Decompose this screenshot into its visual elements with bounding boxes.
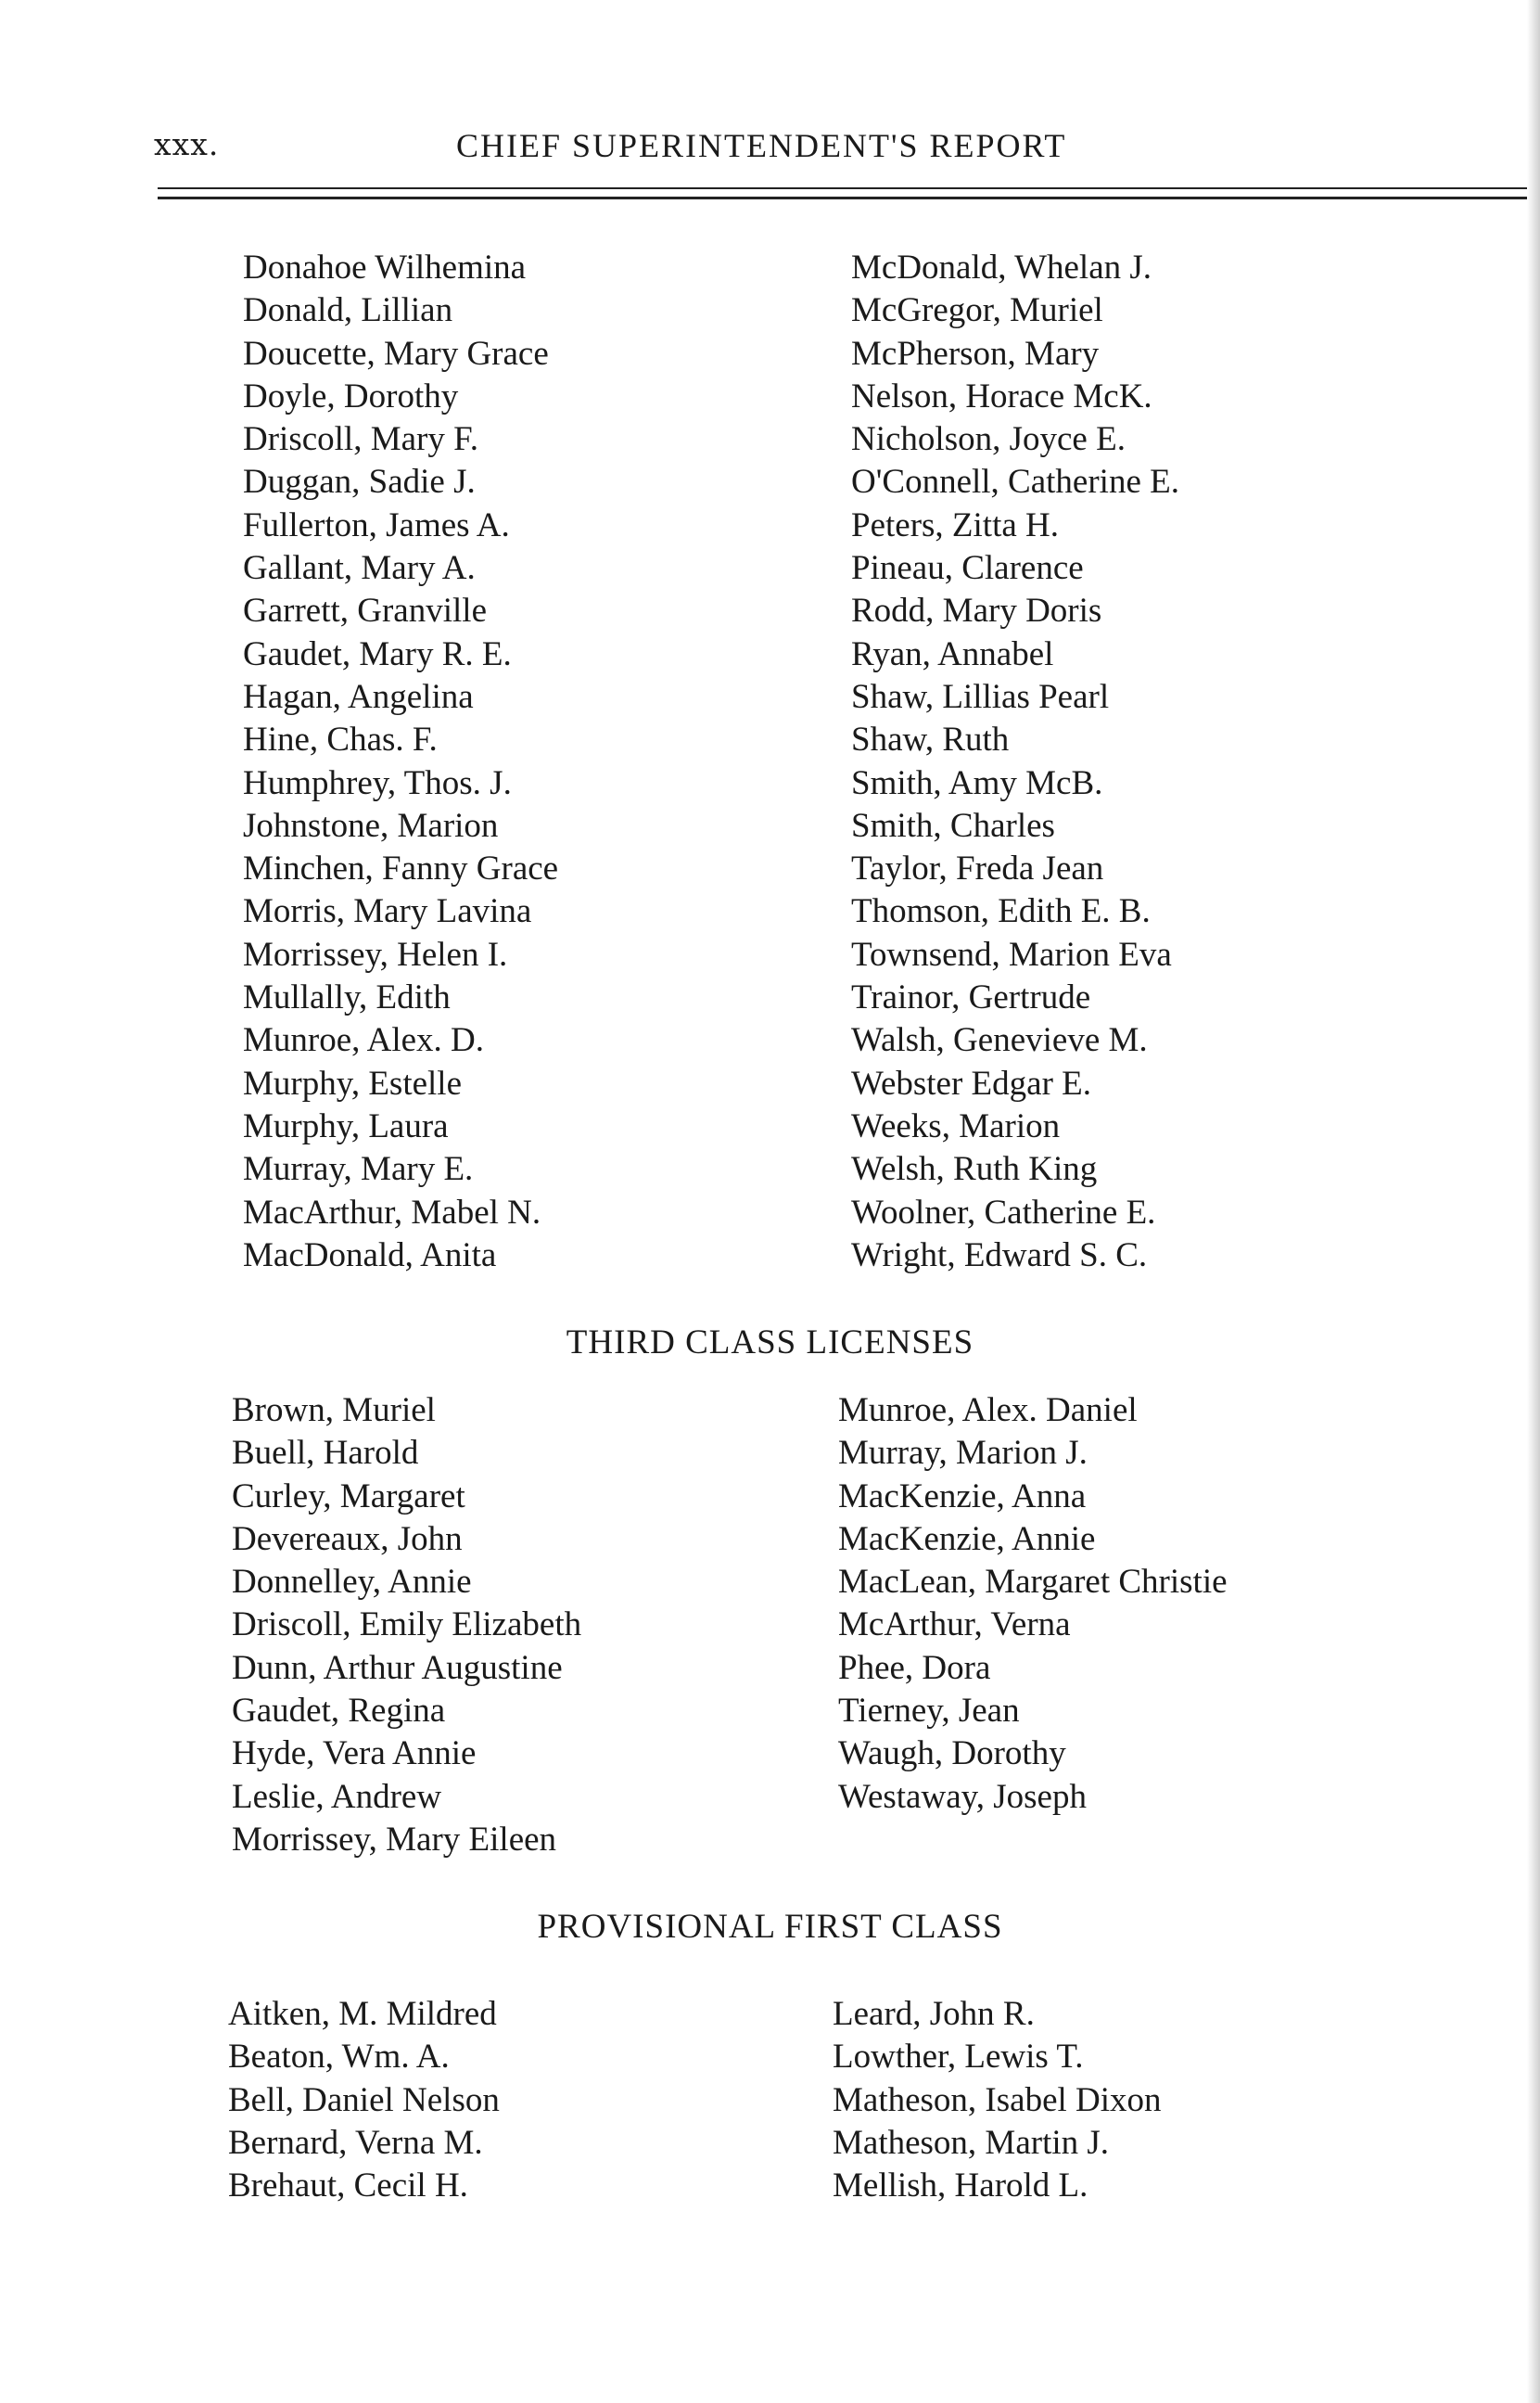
list-item: Ryan, Annabel — [851, 634, 1054, 673]
list-item: Townsend, Marion Eva — [851, 935, 1172, 974]
list-item: Doucette, Mary Grace — [243, 334, 549, 373]
list-item: Murray, Mary E. — [243, 1150, 474, 1189]
list-item: Gaudet, Mary R. E. — [243, 634, 512, 673]
page-number: xxx. — [154, 126, 220, 162]
list-item: Phee, Dora — [838, 1648, 991, 1687]
list-item: Pineau, Clarence — [851, 549, 1084, 588]
section-heading-third-class: THIRD CLASS LICENSES — [566, 1323, 974, 1361]
list-item: Tierney, Jean — [838, 1692, 1020, 1731]
name-list-left — [232, 1389, 581, 1861]
list-item: Hyde, Vera Annie — [232, 1734, 477, 1773]
list-item: Matheson, Martin J. — [833, 2123, 1110, 2162]
list-item: Dunn, Arthur Augustine — [232, 1648, 563, 1687]
list-item: Waugh, Dorothy — [838, 1734, 1066, 1773]
list-item: Humphrey, Thos. J. — [243, 763, 512, 802]
list-item: Wright, Edward S. C. — [851, 1235, 1148, 1274]
list-item: Duggan, Sadie J. — [243, 463, 476, 502]
list-item: O'Connell, Catherine E. — [851, 463, 1179, 502]
list-item: Weeks, Marion — [851, 1106, 1061, 1145]
list-item: Driscoll, Emily Elizabeth — [232, 1605, 582, 1644]
list-item: Bell, Daniel Nelson — [228, 2080, 500, 2119]
list-item: Munroe, Alex. D. — [243, 1021, 484, 1060]
name-list-right — [851, 247, 1179, 1277]
list-item: Murray, Marion J. — [838, 1434, 1088, 1473]
list-item: Trainor, Gertrude — [851, 978, 1091, 1017]
list-item: MacDonald, Anita — [243, 1235, 497, 1274]
list-item: Gaudet, Regina — [232, 1692, 446, 1731]
running-head: CHIEF SUPERINTENDENT'S REPORT — [456, 127, 1067, 164]
list-item: Westaway, Joseph — [838, 1777, 1087, 1816]
list-item: Bernard, Verna M. — [228, 2123, 483, 2162]
list-item: Mellish, Harold L. — [833, 2167, 1088, 2205]
list-item: Beaton, Wm. A. — [228, 2038, 450, 2077]
name-list-left — [228, 1993, 500, 2207]
list-item: Murphy, Estelle — [243, 1064, 463, 1103]
list-item: MacKenzie, Annie — [838, 1519, 1096, 1558]
list-item: Matheson, Isabel Dixon — [833, 2080, 1162, 2119]
list-item: Walsh, Genevieve M. — [851, 1021, 1148, 1060]
list-item: McDonald, Whelan J. — [851, 249, 1152, 287]
list-item: Doyle, Dorothy — [243, 377, 459, 415]
list-item: Murphy, Laura — [243, 1106, 449, 1145]
list-item: Buell, Harold — [232, 1434, 419, 1473]
list-item: Leslie, Andrew — [232, 1777, 442, 1816]
list-item: Lowther, Lewis T. — [833, 2038, 1084, 2077]
list-item: Morrissey, Helen I. — [243, 935, 508, 974]
list-item: Webster Edgar E. — [851, 1064, 1091, 1103]
list-item: Welsh, Ruth King — [851, 1150, 1098, 1189]
list-item: Leard, John R. — [833, 1995, 1035, 2033]
list-item: Brehaut, Cecil H. — [228, 2167, 468, 2205]
list-item: Hagan, Angelina — [243, 677, 474, 716]
list-item: Johnstone, Marion — [243, 806, 499, 845]
list-item: Morris, Mary Lavina — [243, 892, 532, 931]
list-item: McArthur, Verna — [838, 1605, 1071, 1644]
list-item: Donald, Lillian — [243, 291, 453, 330]
header-rule-thick — [158, 197, 1540, 199]
list-item: Garrett, Granville — [243, 592, 487, 631]
list-item: Smith, Amy McB. — [851, 763, 1103, 802]
list-item: Smith, Charles — [851, 806, 1055, 845]
name-list-left — [243, 247, 558, 1277]
list-item: Gallant, Mary A. — [243, 549, 476, 588]
list-item: MacLean, Margaret Christie — [838, 1563, 1228, 1602]
list-item: Shaw, Ruth — [851, 721, 1010, 760]
list-item: Donahoe Wilhemina — [243, 249, 527, 287]
list-item: Thomson, Edith E. B. — [851, 892, 1151, 931]
list-item: Woolner, Catherine E. — [851, 1193, 1156, 1232]
list-item: Donnelley, Annie — [232, 1563, 472, 1602]
header-rule-thin — [158, 187, 1540, 189]
list-item: Mullally, Edith — [243, 978, 451, 1017]
list-item: Nelson, Horace McK. — [851, 377, 1152, 415]
list-item: Shaw, Lillias Pearl — [851, 677, 1110, 716]
list-item: Taylor, Freda Jean — [851, 850, 1104, 888]
list-item: Driscoll, Mary F. — [243, 420, 478, 459]
list-item: Fullerton, James A. — [243, 505, 510, 544]
list-item: McGregor, Muriel — [851, 291, 1103, 330]
list-item: Morrissey, Mary Eileen — [232, 1820, 557, 1859]
name-list-right — [838, 1389, 1228, 1819]
list-item: Munroe, Alex. Daniel — [838, 1391, 1138, 1429]
list-item: MacArthur, Mabel N. — [243, 1193, 541, 1232]
list-item: Aitken, M. Mildred — [228, 1995, 497, 2033]
list-item: McPherson, Mary — [851, 334, 1100, 373]
scan-edge-shadow — [1527, 0, 1540, 2403]
list-item: Rodd, Mary Doris — [851, 592, 1102, 631]
list-item: MacKenzie, Anna — [838, 1476, 1087, 1515]
list-item: Nicholson, Joyce E. — [851, 420, 1126, 459]
name-list-right — [833, 1993, 1162, 2207]
list-item: Minchen, Fanny Grace — [243, 850, 559, 888]
section-heading-provisional-first-class: PROVISIONAL FIRST CLASS — [537, 1908, 1003, 1946]
list-item: Peters, Zitta H. — [851, 505, 1060, 544]
list-item: Brown, Muriel — [232, 1391, 436, 1429]
list-item: Curley, Margaret — [232, 1476, 465, 1515]
list-item: Devereaux, John — [232, 1519, 463, 1558]
list-item: Hine, Chas. F. — [243, 721, 438, 760]
